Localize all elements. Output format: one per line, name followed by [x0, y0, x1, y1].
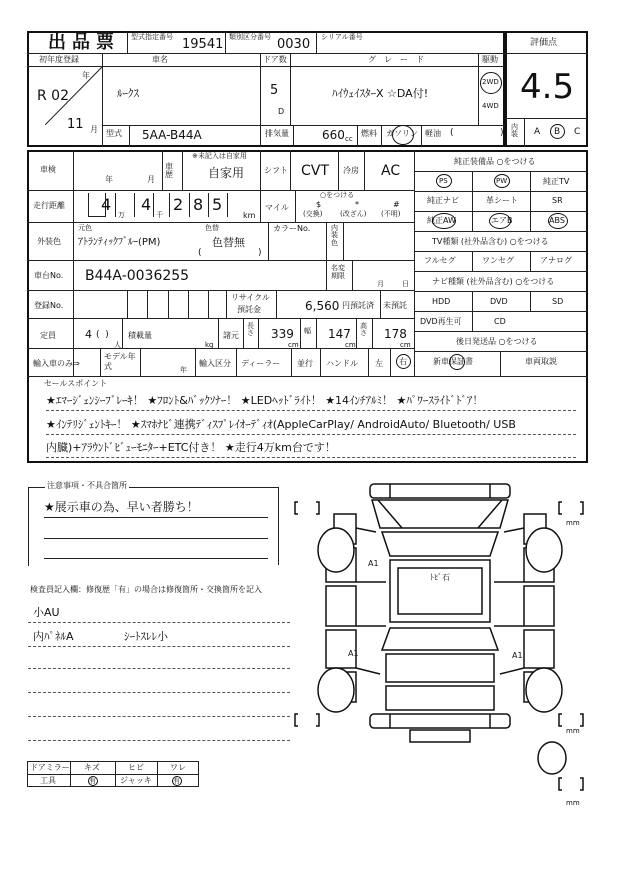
reg-no-label: 登録No. [34, 301, 64, 310]
width-label: 幅 [304, 327, 311, 335]
recycle-value: 6,560 [305, 299, 340, 313]
interior-label: 内装 [511, 123, 518, 138]
load-label: 積載量 [128, 331, 152, 340]
eq-genuine-tv: 純正TV [543, 177, 570, 186]
doors-value: 5 [270, 83, 279, 98]
unknown-label: (不明) [381, 210, 401, 218]
legend-tools: 工具 [40, 776, 56, 785]
eq-ps: PS [439, 177, 448, 185]
model-year-label: モデル年式 [104, 352, 136, 371]
ac-value: AC [381, 163, 401, 179]
legend-jack: ジャッキ [120, 776, 152, 785]
capacity-unit: 人 [114, 341, 121, 349]
mm-spare: mm [566, 799, 580, 807]
length-label: 長さ [247, 322, 254, 338]
dealer-label: ディーラー [241, 359, 281, 368]
sales-line-2: ★ｲﾝﾃﾘｼﾞｪﾝﾄｷｰ！ ★ｽﾏﾎﾅﾋﾞ連携ﾃﾞｨｽﾌﾟﾚｲｵｰﾃﾞｨｵ(AppleCarPlay/ AndroidAuto/ Bluetooth/ USB [46, 418, 516, 431]
mile-label: マイル [265, 203, 289, 212]
car-name-value: ﾙｰｸｽ [117, 87, 139, 100]
sales-label: セールスポイント [44, 379, 108, 388]
mileage-digit-4: 8 [193, 195, 204, 214]
mm-front-right: mm [566, 519, 580, 527]
circle-note: ○をつける [320, 191, 355, 199]
eq-sr: SR [552, 196, 563, 205]
shift-label: シフト [264, 166, 288, 175]
insp-year-unit: 年 [105, 175, 113, 184]
inspector-line-1: 小AU [33, 606, 60, 619]
notes-line-1: ★展示車の為、早い者勝ち！ [44, 500, 199, 514]
inspection-label: 車検 [40, 165, 56, 174]
man-unit: 万 [118, 211, 125, 219]
load-unit: kg [205, 341, 214, 349]
interior-color-label: 内装色 [331, 224, 338, 247]
doors-label: ドア数 [263, 55, 287, 64]
km-unit: km [243, 211, 256, 220]
fuel-label: 燃料 [361, 129, 377, 138]
grade-value: ﾊｲｳｪｲｽﾀｰX ☆DA付! [332, 87, 429, 100]
handle-label: ハンドル [326, 359, 358, 368]
eq-dvd: DVD [490, 297, 508, 306]
insp-month-unit: 月 [147, 175, 155, 184]
inspector-line-2a: 内ﾊﾟﾈﾙA [33, 630, 74, 643]
not-deposited: 未預託 [383, 301, 407, 310]
legend-hibi: ヒビ [128, 763, 144, 772]
class-code-value: 0030 [277, 37, 311, 52]
sen-unit: 千 [156, 211, 163, 219]
mm-rear-right: mm [566, 727, 580, 735]
length-unit: cm [288, 341, 299, 349]
height-value: 178 [384, 327, 407, 341]
year-unit: 年 [82, 71, 90, 80]
orig-color-label: 元色 [78, 224, 92, 232]
eq-genuine-nav: 純正ナビ [427, 196, 459, 205]
first-reg-month: 11 [67, 117, 84, 132]
car-name-label: 車名 [152, 55, 168, 64]
chassis-value: B44A-0036255 [85, 268, 190, 284]
interior-c: C [574, 127, 581, 137]
eq-abs: ABS [549, 216, 565, 225]
drive-label: 駆動 [482, 55, 498, 64]
diagram-hood-note: ﾄﾋﾞ石 [430, 573, 450, 582]
import-label: 輸入車のみ⇒ [33, 359, 80, 368]
drive-4wd: 4WD [482, 102, 499, 110]
notes-label: 注意事項・不具合箇所 [47, 481, 127, 490]
legend-ware: ワレ [170, 763, 186, 772]
orig-color-value: ｱﾄﾗﾝﾃｨｯｸﾌﾞﾙｰ(PM) [78, 237, 161, 248]
altered-sym: * [355, 200, 359, 209]
legend-mirror: ドアミラー [30, 763, 70, 772]
later-title: 後日発送品 ○をつける [456, 337, 538, 346]
paint-label: 色替 [205, 224, 219, 232]
exchange-sym: $ [316, 200, 322, 209]
legend-have-1: 有 [89, 777, 96, 785]
capacity-label: 定員 [40, 331, 56, 340]
name-change-label: 名変期限 [331, 264, 345, 280]
eq-manual: 車両取説 [525, 357, 557, 366]
recycle-label-1: リサイクル [231, 293, 270, 302]
history-label: 車歴 [165, 162, 173, 179]
first-reg-era: R 02 [37, 88, 69, 104]
history-value: 自家用 [208, 166, 245, 180]
width-unit: cm [345, 341, 356, 349]
parallel-label: 並行 [297, 359, 313, 368]
score-label: 評価点 [530, 38, 558, 48]
altered-label: (改ざん) [340, 210, 367, 218]
eq-dvd-play: DVD再生可 [420, 317, 462, 326]
inspector-line-2b: ｼｰﾄｽﾚﾚ小 [124, 630, 168, 643]
history-note: ※未記入は自家用 [192, 152, 247, 160]
color-label: 外装色 [37, 237, 61, 246]
shift-value: CVT [301, 163, 329, 179]
exchange-label: (交換) [303, 210, 323, 218]
nav-title: ナビ種類 (社外品含む) ○をつける [432, 277, 555, 286]
eq-fullseg: フルセグ [424, 256, 456, 265]
eq-hdd: HDD [432, 297, 451, 306]
length-value: 339 [271, 327, 294, 341]
color-no-label: カラーNo. [273, 224, 311, 233]
height-unit: cm [400, 341, 411, 349]
unknown-sym: # [393, 200, 400, 209]
interior-a: A [534, 127, 541, 137]
door-type: D [278, 107, 285, 116]
serial-label: シリアル番号 [321, 33, 363, 41]
eq-airbag: エアB [491, 216, 513, 225]
import-year-unit: 年 [180, 366, 187, 374]
grade-label: グレード [368, 55, 432, 64]
legend-kizu: キズ [84, 763, 100, 772]
chassis-label: 車台No. [34, 271, 64, 280]
capacity-value: 4 [85, 328, 92, 341]
eq-warranty: 新車保証書 [433, 357, 473, 366]
diagram-a1-left: A1 [348, 649, 359, 658]
paint-value: 色替無 [212, 236, 245, 249]
legend-have-2: 有 [173, 777, 180, 785]
diagram-a1-roof: A1 [368, 559, 379, 568]
type-label: 型式 [106, 129, 122, 138]
genuine-title: 純正装備品 ○をつける [454, 157, 536, 166]
eq-analog: アナログ [540, 256, 572, 265]
cc-value: 660 [322, 128, 345, 142]
inspector-label: 検査員記入欄：修復歴「有」の場合は修復箇所・交換箇所を記入 [30, 585, 262, 594]
first-reg-label: 初年度登録 [39, 55, 79, 64]
car-body-diagram [290, 478, 590, 808]
left-label: 左 [375, 359, 383, 368]
score-value: 4.5 [520, 67, 575, 107]
sheet-title: 出品票 [48, 32, 120, 53]
import-type-label: 輸入区分 [199, 359, 231, 368]
eq-leather: 革シート [486, 196, 518, 205]
interior-b: B [554, 127, 561, 137]
model-code-label: 型式指定番号 [131, 33, 173, 41]
mileage-digit-5: 5 [212, 195, 223, 214]
class-code-label: 類別区分番号 [229, 33, 271, 41]
mileage-digit-1: 4 [101, 195, 112, 214]
mileage-label: 走行距離 [33, 201, 65, 210]
mileage-digit-2: 4 [141, 195, 152, 214]
diagram-a1-right: A1 [512, 651, 523, 660]
right-label: 右 [399, 357, 407, 366]
fuel-light: 軽油 [425, 129, 441, 138]
cc-unit: cc [345, 135, 353, 143]
height-label: 高さ [360, 322, 367, 338]
ac-label: 冷房 [343, 166, 359, 175]
sales-line-3: 内臓)+ｱﾗｳﾝﾄﾞﾋﾞｭｰﾓﾆﾀｰ+ETC付き！ ★走行4万km台です！ [46, 441, 336, 454]
eq-oneseg: ワンセグ [482, 256, 514, 265]
model-code-value: 19541 [182, 37, 224, 52]
nc-month-unit: 月 [377, 280, 384, 288]
width-value: 147 [328, 327, 351, 341]
cc-label: 排気量 [265, 129, 289, 138]
type-value: 5AA-B44A [142, 128, 202, 142]
eq-sd: SD [552, 297, 564, 306]
recycle-label-2: 預託金 [237, 305, 261, 314]
fuel-gas: ガソリン [386, 129, 418, 138]
month-unit: 月 [90, 125, 98, 134]
mileage-digit-3: 2 [173, 195, 184, 214]
eq-cd: CD [494, 317, 506, 326]
dims-label: 諸元 [223, 331, 239, 340]
recycle-unit: 円預託済 [342, 301, 374, 310]
sales-line-1: ★ｴﾏｰｼﾞｪﾝｼｰﾌﾞﾚｰｷ！ ★ﾌﾛﾝﾄ&ﾊﾞｯｸｿﾅｰ！ ★LEDﾍｯﾄﾞﾗｲﾄ！ ★14ｲﾝﾁｱﾙﾐ！ ★ﾊﾟﾜｰｽﾗｲﾄﾞﾄﾞｱ！ [46, 394, 484, 407]
eq-genuine-aw: 純正AW [427, 216, 456, 225]
drive-2wd: 2WD [482, 78, 499, 86]
eq-pw: PW [496, 177, 508, 185]
tv-title: TV種類 (社外品含む) ○をつける [432, 237, 549, 246]
